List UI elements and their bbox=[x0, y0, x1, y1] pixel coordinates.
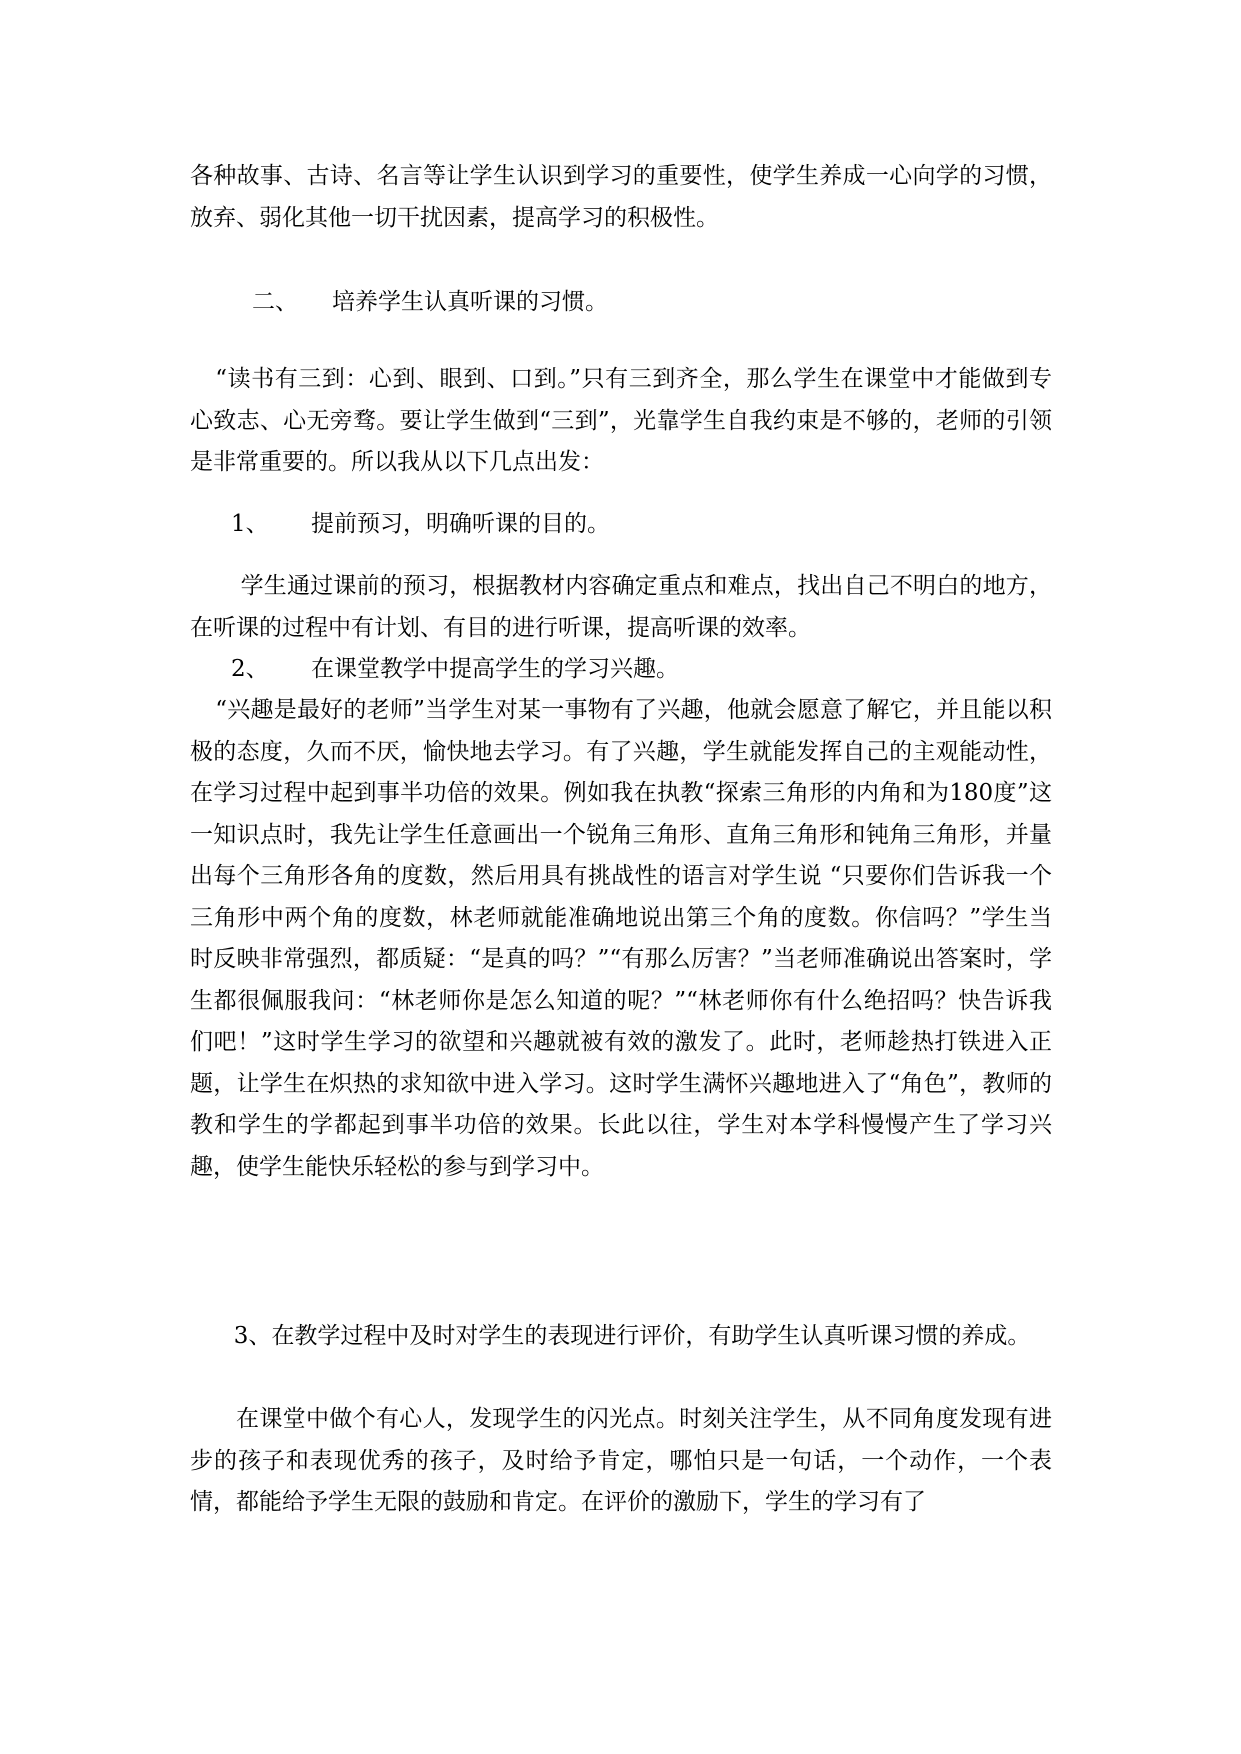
section-2-heading bbox=[252, 282, 1114, 324]
item-2-heading bbox=[231, 649, 1093, 691]
item-3-heading: 3、在教学过程中及时对学生的表现进行评价，有助学生认真听课习惯的养成。 bbox=[233, 1323, 1031, 1349]
section-2-number: 二、 bbox=[252, 289, 298, 315]
item-1-title: 提前预习，明确听课的目的。 bbox=[311, 511, 610, 537]
reading-paragraph: “读书有三到：心到、眼到、口到。”只有三到齐全，那么学生在课堂中才能做到专心致志、心无旁骛。要让学生做到“三到”，光靠学生自我约束是不够的，老师的引领是非常重要的。所以我从以下几点出发： bbox=[190, 366, 1052, 475]
intro-continuation-paragraph: 各种故事、古诗、名言等让学生认识到学习的重要性，使学生养成一心向学的习惯，放弃、弱化其他一切干扰因素，提高学习的积极性。 bbox=[190, 163, 1052, 231]
section-2-title: 培养学生认真听课的习惯。 bbox=[332, 289, 608, 315]
item-1-number: 1、 bbox=[231, 511, 269, 537]
item-2-body-paragraph: “兴趣是最好的老师”当学生对某一事物有了兴趣，他就会愿意了解它，并且能以积极的态度，久而不厌，愉快地去学习。有了兴趣，学生就能发挥自己的主观能动性，在学习过程中起到事半功倍的效果。例如我在执教“探索三角形的内角和为180度”这一知识点时，我先让学生任意画出一个锐角三角形、直角三角形和钝角三角形，并量出每个三角形各角的度数，然后用具有挑战性的语言对学生说 “只要你们告诉我一个三角形中两个角的度数，林老师就能准确地说出第三个角的度数。你信吗？”学生当时反映非常强烈，都质疑：“是真的吗？”“有那么厉害？”当老师准确说出答案时，学生都很佩服我问：“林老师你是怎么知道的呢？”“林老师你有什么绝招吗？快告诉我们吧！”这时学生学习的欲望和兴趣就被有效的激发了。此时，老师趁热打铁进入正题，让学生在炽热的求知欲中进入学习。这时学生满怀兴趣地进入了“角色”，教师的教和学生的学都起到事半功倍的效果。长此以往，学生对本学科慢慢产生了学习兴趣，使学生能快乐轻松的参与到学习中。 bbox=[190, 697, 1052, 1180]
item-1-heading bbox=[231, 504, 1093, 546]
item-2-number: 2、 bbox=[231, 656, 269, 682]
item-2-title: 在课堂教学中提高学生的学习兴趣。 bbox=[311, 656, 679, 682]
item-1-body-paragraph: 学生通过课前的预习，根据教材内容确定重点和难点，找出自己不明白的地方，在听课的过程中有计划、有目的进行听课，提高听课的效率。 bbox=[190, 573, 1052, 641]
item-3-body-paragraph: 在课堂中做个有心人，发现学生的闪光点。时刻关注学生，从不同角度发现有进步的孩子和表现优秀的孩子，及时给予肯定，哪怕只是一句话，一个动作，一个表情，都能给予学生无限的鼓励和肯定。在评价的激励下，学生的学习有了 bbox=[190, 1406, 1052, 1515]
